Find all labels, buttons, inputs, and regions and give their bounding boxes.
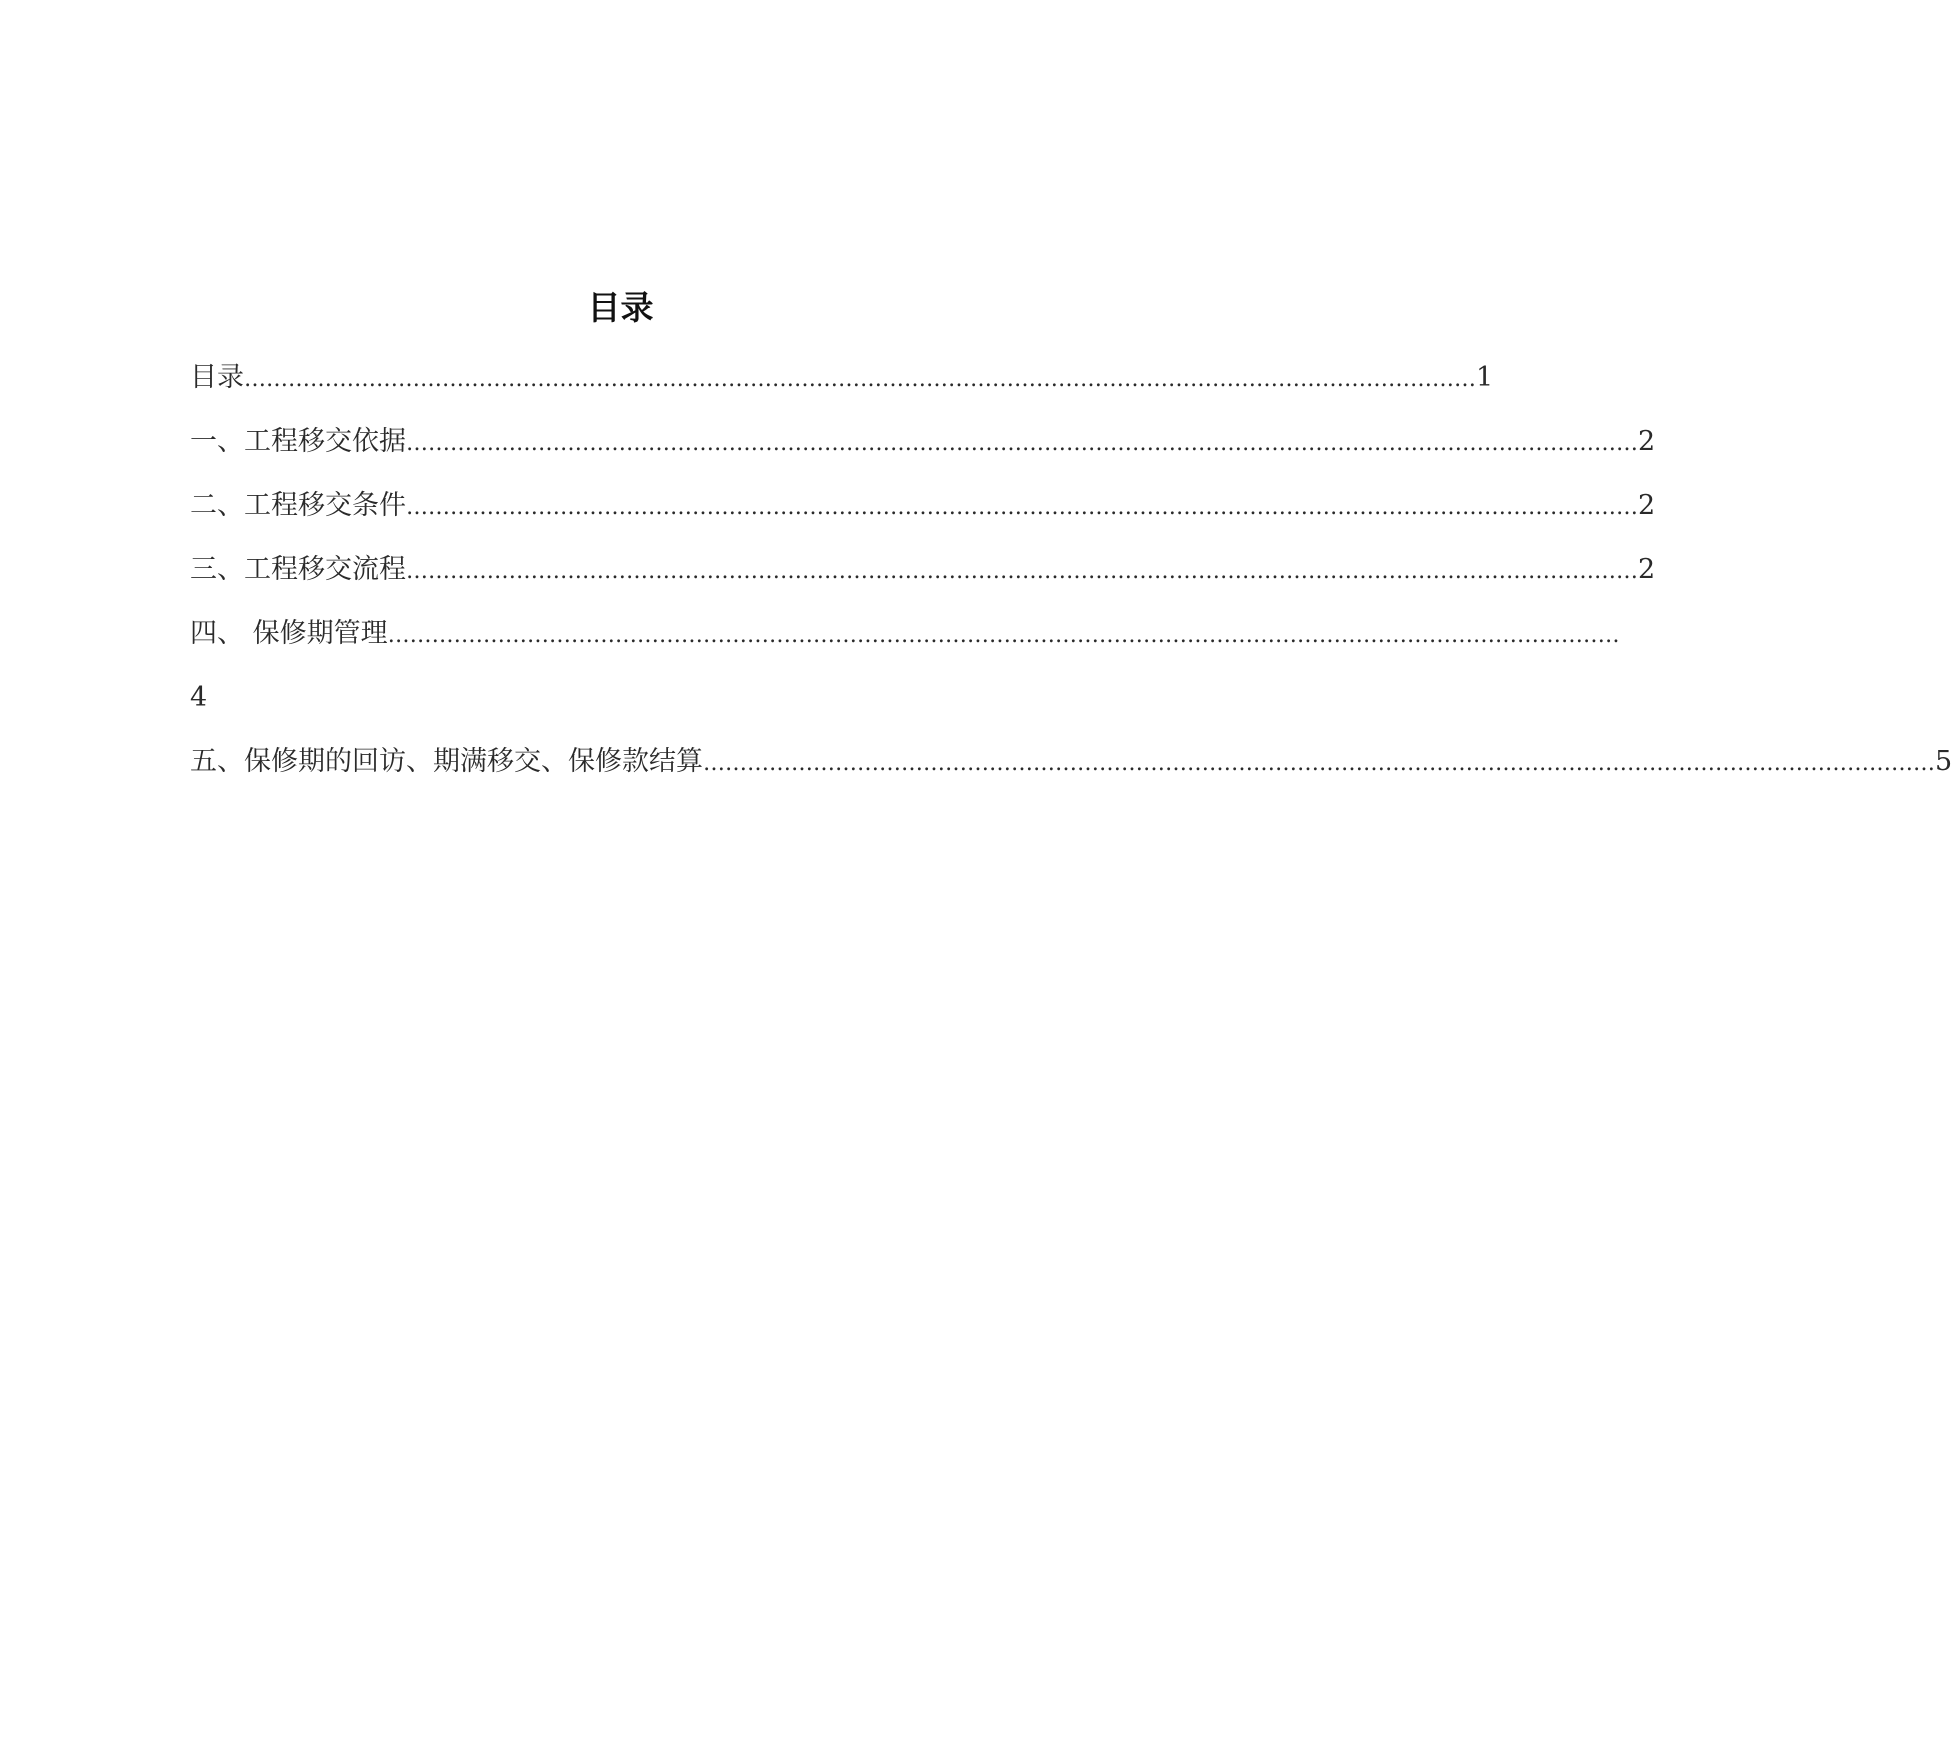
toc-heading: 目录 [587, 288, 654, 327]
toc-entry-label: 二、工程移交条件 [190, 490, 406, 521]
toc-entry-label: 五、保修期的回访、期满移交、保修款结算 [190, 746, 703, 777]
toc-page-number: 2 [1638, 554, 1656, 585]
toc-page-number: 1 [1476, 362, 1494, 393]
toc-entry[interactable] [190, 614, 1620, 654]
toc-entry-label: 一、工程移交依据 [190, 426, 406, 457]
toc-leader-dots: …………………………………………………………………………………………………………………………………………………… [387, 623, 1620, 648]
toc-leader-dots: …………………………………………………………………………………………………………………………………………………… [406, 431, 1638, 456]
toc-entry-label: 三、工程移交流程 [190, 554, 406, 585]
toc-page-number: 2 [1638, 490, 1656, 521]
toc-leader-dots: …………………………………………………………………………………………………………………………………………………… [406, 559, 1638, 584]
toc-leader-dots: …………………………………………………………………………………………………………………………………………………… [244, 367, 1476, 392]
toc-page-number: 4 [190, 682, 208, 713]
toc-entry[interactable] [190, 486, 1656, 526]
toc-page-number: 5 [1935, 746, 1952, 777]
toc-page-number: 2 [1638, 426, 1656, 457]
toc-entry[interactable] [190, 422, 1656, 462]
toc-entry-label: 目录 [190, 362, 244, 393]
toc-leader-dots: …………………………………………………………………………………………………………………………………………………… [703, 751, 1935, 776]
toc-entry-label: 四、 保修期管理 [190, 618, 388, 649]
toc-entry[interactable] [190, 742, 1952, 782]
toc-entry[interactable] [190, 550, 1656, 590]
toc-leader-dots: …………………………………………………………………………………………………………………………………………………… [406, 495, 1638, 520]
toc-entry[interactable] [190, 358, 1494, 398]
